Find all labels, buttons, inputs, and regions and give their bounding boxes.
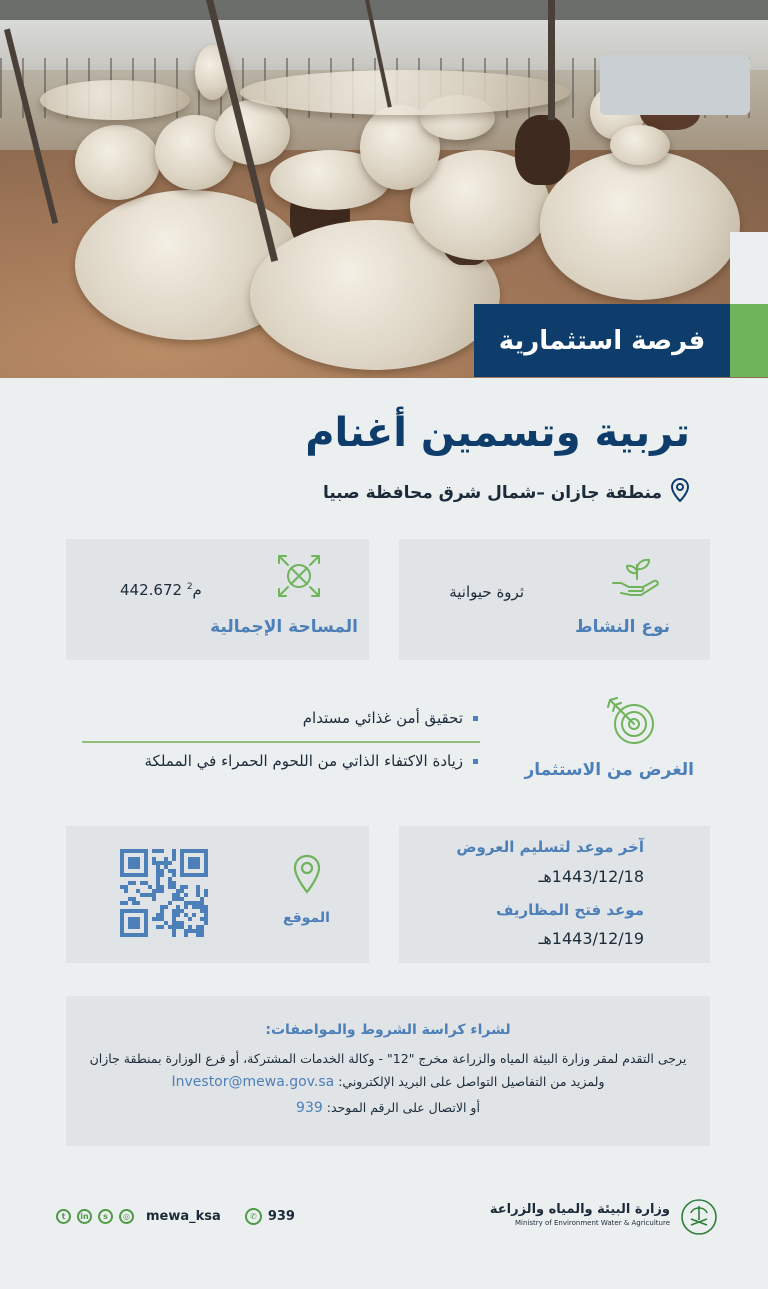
qr-module	[188, 929, 192, 933]
qr-module	[188, 873, 192, 877]
qr-module	[172, 869, 176, 873]
qr-module	[128, 861, 132, 865]
qr-module	[144, 921, 148, 925]
qr-module	[176, 921, 180, 925]
qr-module	[172, 857, 176, 861]
qr-module	[160, 909, 164, 913]
area-number: 442.672	[120, 581, 183, 599]
qr-module	[156, 865, 160, 869]
pole	[548, 0, 555, 120]
qr-module	[120, 861, 124, 865]
linkedin-icon[interactable]: in	[77, 1209, 92, 1224]
location-line	[323, 478, 690, 507]
submission-deadline-label: آخر موعد لتسليم العروض	[456, 838, 644, 856]
bullet-icon	[473, 759, 478, 764]
twitter-icon[interactable]: t	[56, 1209, 71, 1224]
qr-module	[144, 917, 148, 921]
qr-module	[140, 909, 144, 913]
purpose-item	[303, 709, 478, 727]
qr-module	[132, 865, 136, 869]
submission-deadline-date: 1443/12/18هـ	[538, 867, 644, 886]
qr-code[interactable]	[120, 849, 208, 937]
qr-module	[168, 877, 172, 881]
qr-module	[124, 909, 128, 913]
qr-module	[120, 925, 124, 929]
qr-module	[156, 873, 160, 877]
qr-module	[156, 917, 160, 921]
hero-roof	[0, 0, 768, 20]
area-unit: م	[192, 581, 202, 599]
terms-email-prefix: ولمزيد من التفاصيل التواصل على البريد الإلكتروني:	[338, 1074, 605, 1089]
qr-module	[204, 865, 208, 869]
qr-module	[168, 901, 172, 905]
terms-info-box	[66, 996, 710, 1146]
qr-module	[128, 857, 132, 861]
qr-module	[180, 853, 184, 857]
activity-value: ثروة حيوانية	[449, 583, 524, 601]
qr-module	[120, 933, 124, 937]
qr-module	[172, 929, 176, 933]
qr-module	[196, 861, 200, 865]
qr-module	[144, 873, 148, 877]
qr-module	[184, 901, 188, 905]
qr-module	[176, 905, 180, 909]
qr-module	[120, 901, 124, 905]
qr-module	[144, 933, 148, 937]
qr-module	[132, 921, 136, 925]
qr-module	[184, 913, 188, 917]
investment-tag: فرصة استثمارية	[498, 325, 706, 356]
qr-module	[132, 901, 136, 905]
qr-module	[176, 925, 180, 929]
qr-module	[172, 873, 176, 877]
opening-date-value: 1443/12/19هـ	[538, 929, 644, 948]
footer-social	[56, 1208, 295, 1225]
qr-module	[164, 905, 168, 909]
qr-module	[200, 917, 204, 921]
qr-module	[204, 921, 208, 925]
qr-module	[172, 853, 176, 857]
sheep	[540, 150, 740, 300]
qr-module	[140, 893, 144, 897]
qr-module	[192, 849, 196, 853]
area-value	[120, 581, 202, 599]
qr-module	[120, 865, 124, 869]
qr-module	[144, 849, 148, 853]
qr-module	[124, 885, 128, 889]
qr-module	[188, 861, 192, 865]
qr-module	[128, 897, 132, 901]
qr-module	[172, 921, 176, 925]
qr-module	[204, 909, 208, 913]
deadlines-card	[399, 826, 710, 963]
qr-module	[124, 933, 128, 937]
qr-module	[204, 857, 208, 861]
sheep	[40, 80, 190, 120]
page-title: تربية وتسمين أغنام	[305, 410, 690, 456]
qr-module	[160, 889, 164, 893]
qr-module	[172, 881, 176, 885]
qr-module	[136, 933, 140, 937]
qr-module	[184, 885, 188, 889]
qr-module	[140, 873, 144, 877]
qr-module	[200, 925, 204, 929]
area-unit-sup: 2	[186, 582, 193, 592]
qr-module	[152, 849, 156, 853]
qr-module	[176, 897, 180, 901]
qr-module	[176, 909, 180, 913]
qr-module	[120, 917, 124, 921]
qr-module	[132, 849, 136, 853]
footer-phone[interactable]: 939	[267, 1209, 295, 1224]
qr-module	[204, 853, 208, 857]
activity-label: نوع النشاط	[574, 617, 670, 637]
qr-module	[180, 897, 184, 901]
qr-module	[196, 933, 200, 937]
qr-module	[160, 849, 164, 853]
qr-module	[128, 925, 132, 929]
qr-module	[120, 849, 124, 853]
water-tank	[600, 55, 750, 115]
qr-module	[204, 893, 208, 897]
qr-module	[188, 917, 192, 921]
qr-module	[132, 861, 136, 865]
qr-module	[128, 917, 132, 921]
qr-module	[148, 893, 152, 897]
qr-module	[180, 889, 184, 893]
qr-module	[188, 925, 192, 929]
qr-module	[184, 893, 188, 897]
qr-module	[176, 889, 180, 893]
qr-module	[188, 849, 192, 853]
qr-module	[156, 861, 160, 865]
qr-module	[120, 913, 124, 917]
qr-module	[136, 857, 140, 861]
qr-module	[200, 933, 204, 937]
qr-module	[172, 893, 176, 897]
qr-module	[192, 913, 196, 917]
qr-module	[156, 925, 160, 929]
purpose-item-text: تحقيق أمن غذائي مستدام	[302, 709, 463, 727]
terms-email-link[interactable]: Investor@mewa.gov.sa	[171, 1074, 335, 1090]
qr-module	[160, 913, 164, 917]
qr-module	[144, 869, 148, 873]
qr-module	[188, 901, 192, 905]
phone-icon[interactable]: ✆	[245, 1208, 262, 1225]
terms-line-2	[66, 1074, 710, 1090]
qr-module	[204, 869, 208, 873]
qr-module	[204, 917, 208, 921]
qr-module	[120, 909, 124, 913]
qr-module	[128, 909, 132, 913]
qr-module	[192, 861, 196, 865]
qr-module	[120, 929, 124, 933]
plant-hand-icon	[609, 553, 661, 601]
qr-module	[168, 925, 172, 929]
qr-module	[176, 893, 180, 897]
qr-module	[132, 857, 136, 861]
qr-module	[160, 925, 164, 929]
qr-module	[124, 849, 128, 853]
qr-module	[128, 849, 132, 853]
qr-module	[196, 873, 200, 877]
qr-module	[164, 861, 168, 865]
qr-module	[168, 861, 172, 865]
qr-module	[136, 865, 140, 869]
qr-module	[172, 933, 176, 937]
qr-module	[140, 881, 144, 885]
qr-module	[172, 917, 176, 921]
qr-module	[180, 857, 184, 861]
qr-module	[144, 909, 148, 913]
qr-module	[180, 849, 184, 853]
qr-module	[168, 869, 172, 873]
qr-module	[172, 885, 176, 889]
qr-module	[136, 861, 140, 865]
qr-module	[128, 881, 132, 885]
qr-module	[176, 913, 180, 917]
qr-module	[196, 905, 200, 909]
qr-module	[152, 897, 156, 901]
activity-card	[399, 539, 710, 660]
qr-module	[180, 861, 184, 865]
qr-module	[156, 889, 160, 893]
qr-module	[172, 897, 176, 901]
qr-module	[200, 901, 204, 905]
qr-module	[132, 881, 136, 885]
sheep	[215, 100, 290, 165]
purpose-item	[145, 752, 478, 770]
qr-module	[144, 861, 148, 865]
snapchat-icon[interactable]: s	[98, 1209, 113, 1224]
qr-module	[132, 873, 136, 877]
qr-module	[196, 865, 200, 869]
qr-module	[192, 857, 196, 861]
qr-module	[160, 917, 164, 921]
qr-module	[204, 873, 208, 877]
qr-module	[144, 881, 148, 885]
purpose-label: الغرض من الاستثمار	[524, 760, 694, 780]
qr-module	[120, 885, 124, 889]
qr-module	[132, 909, 136, 913]
ministry-name	[490, 1202, 670, 1227]
qr-module	[148, 885, 152, 889]
qr-module	[144, 857, 148, 861]
qr-module	[172, 925, 176, 929]
qr-module	[136, 849, 140, 853]
location-pin-icon	[292, 854, 322, 898]
qr-module	[152, 857, 156, 861]
qr-module	[196, 901, 200, 905]
ministry-emblem-icon	[680, 1198, 718, 1240]
site-label: الموقع	[283, 910, 330, 926]
qr-module	[200, 905, 204, 909]
qr-module	[124, 889, 128, 893]
qr-module	[160, 905, 164, 909]
qr-module	[132, 925, 136, 929]
qr-module	[144, 913, 148, 917]
qr-module	[184, 849, 188, 853]
qr-module	[192, 865, 196, 869]
qr-module	[172, 913, 176, 917]
qr-module	[184, 905, 188, 909]
qr-module	[152, 917, 156, 921]
qr-module	[160, 885, 164, 889]
qr-module	[136, 909, 140, 913]
qr-module	[152, 889, 156, 893]
qr-module	[168, 885, 172, 889]
qr-module	[184, 873, 188, 877]
qr-module	[164, 865, 168, 869]
qr-module	[136, 925, 140, 929]
bullet-icon	[473, 716, 478, 721]
qr-module	[136, 873, 140, 877]
qr-module	[172, 849, 176, 853]
purpose-item-text: زيادة الاكتفاء الذاتي من اللحوم الحمراء في المملكة	[144, 752, 463, 770]
qr-module	[192, 905, 196, 909]
qr-module	[196, 889, 200, 893]
qr-module	[180, 869, 184, 873]
qr-module	[204, 905, 208, 909]
qr-module	[196, 857, 200, 861]
qr-module	[204, 889, 208, 893]
qr-module	[200, 929, 204, 933]
qr-module	[196, 893, 200, 897]
qr-module	[172, 909, 176, 913]
qr-module	[128, 933, 132, 937]
instagram-icon[interactable]: ◎	[119, 1209, 134, 1224]
qr-module	[180, 885, 184, 889]
qr-module	[132, 917, 136, 921]
area-label: المساحة الإجمالية	[210, 617, 358, 637]
qr-module	[136, 901, 140, 905]
ministry-name-ar: وزارة البيئة والمياه والزراعة	[489, 1202, 670, 1217]
qr-module	[180, 921, 184, 925]
qr-module	[120, 921, 124, 925]
ministry-name-en: Ministry of Environment Water & Agriculture	[515, 1219, 670, 1227]
qr-module	[152, 893, 156, 897]
sheep	[240, 70, 570, 115]
qr-module	[128, 865, 132, 869]
sheep	[610, 125, 670, 165]
sheep-head	[515, 115, 570, 185]
qr-module	[192, 873, 196, 877]
qr-module	[180, 873, 184, 877]
qr-module	[120, 873, 124, 877]
qr-module	[200, 849, 204, 853]
qr-module	[164, 921, 168, 925]
qr-module	[140, 933, 144, 937]
qr-module	[156, 913, 160, 917]
sheep	[75, 125, 160, 200]
terms-line-3	[66, 1100, 710, 1116]
target-icon	[604, 696, 656, 752]
location-pin-icon	[670, 478, 690, 507]
qr-module	[120, 869, 124, 873]
qr-module	[200, 873, 204, 877]
qr-module	[156, 885, 160, 889]
terms-phone-prefix: أو الاتصال على الرقم الموحد:	[326, 1100, 480, 1115]
qr-module	[156, 869, 160, 873]
qr-module	[188, 857, 192, 861]
qr-module	[120, 857, 124, 861]
qr-module	[200, 909, 204, 913]
qr-module	[156, 877, 160, 881]
qr-module	[164, 857, 168, 861]
qr-module	[168, 881, 172, 885]
terms-line-1: يرجى التقدم لمقر وزارة البيئة المياه والزراعة مخرج "12" - وكالة الخدمات المشتركة، أو فرع الوزارة بمنطقة جازان	[89, 1051, 687, 1066]
site-card	[66, 826, 369, 963]
area-card	[66, 539, 369, 660]
qr-module	[144, 853, 148, 857]
qr-module	[120, 853, 124, 857]
qr-module	[160, 861, 164, 865]
qr-module	[140, 849, 144, 853]
qr-module	[204, 913, 208, 917]
qr-module	[128, 873, 132, 877]
opening-date-label: موعد فتح المظاريف	[495, 901, 644, 919]
qr-module	[192, 929, 196, 933]
terms-phone-number[interactable]: 939	[296, 1100, 323, 1116]
qr-module	[180, 865, 184, 869]
qr-module	[136, 889, 140, 893]
qr-module	[160, 873, 164, 877]
qr-module	[196, 929, 200, 933]
qr-module	[184, 929, 188, 933]
qr-module	[124, 873, 128, 877]
qr-module	[144, 925, 148, 929]
qr-module	[144, 865, 148, 869]
corner-accent-green	[730, 304, 768, 377]
qr-module	[152, 861, 156, 865]
qr-module	[180, 909, 184, 913]
qr-module	[196, 925, 200, 929]
expand-area-icon	[276, 553, 322, 603]
qr-module	[160, 869, 164, 873]
social-handle[interactable]: mewa_ksa	[146, 1209, 221, 1224]
qr-module	[204, 861, 208, 865]
purpose-divider	[82, 741, 480, 743]
qr-module	[192, 901, 196, 905]
qr-module	[196, 885, 200, 889]
location-text: منطقة جازان –شمال شرق محافظة صبيا	[322, 482, 662, 503]
qr-module	[128, 921, 132, 925]
qr-module	[200, 897, 204, 901]
qr-module	[196, 849, 200, 853]
qr-module	[188, 865, 192, 869]
corner-accent-light	[730, 232, 768, 304]
qr-module	[204, 849, 208, 853]
qr-module	[132, 897, 136, 901]
qr-module	[180, 925, 184, 929]
qr-module	[156, 849, 160, 853]
qr-module	[184, 933, 188, 937]
qr-module	[156, 881, 160, 885]
qr-module	[132, 933, 136, 937]
qr-module	[136, 921, 140, 925]
qr-module	[136, 917, 140, 921]
terms-heading: لشراء كراسة الشروط والمواصفات:	[265, 1022, 511, 1038]
qr-module	[144, 893, 148, 897]
qr-module	[144, 929, 148, 933]
qr-module	[124, 901, 128, 905]
